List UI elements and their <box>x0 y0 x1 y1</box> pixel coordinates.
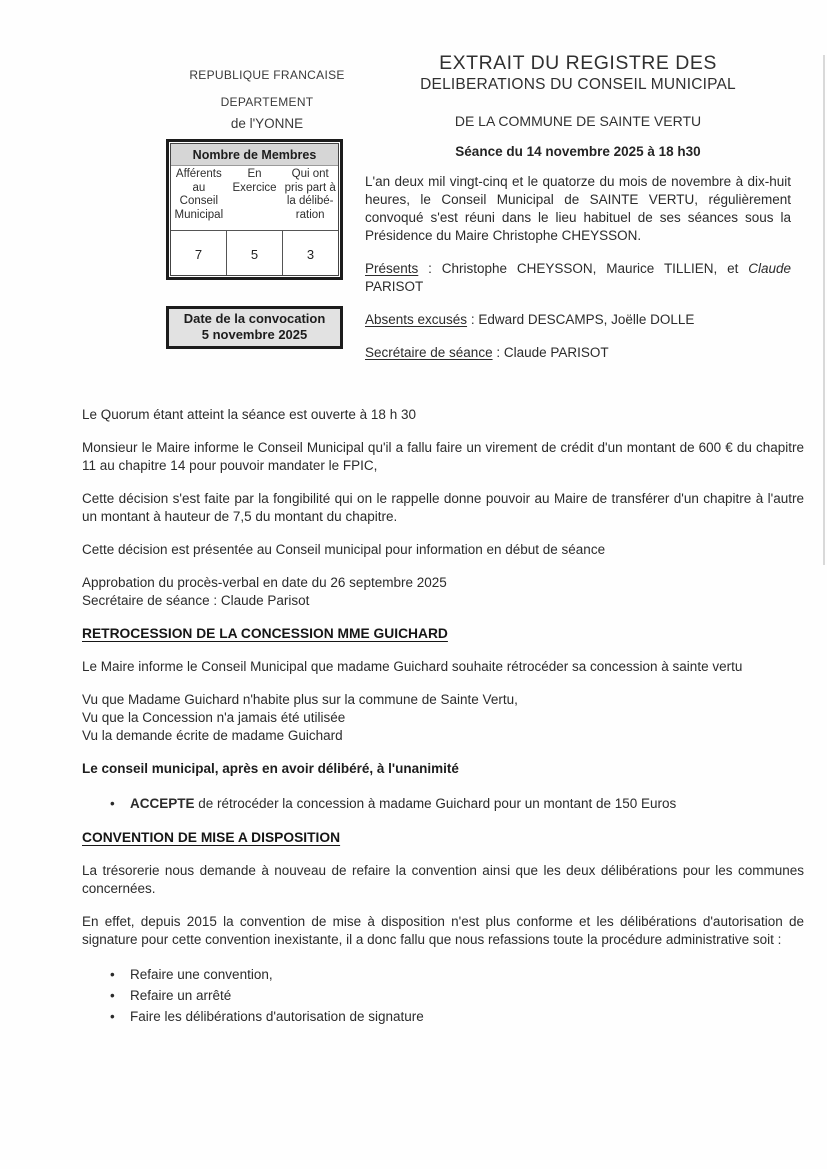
list-item <box>110 793 804 814</box>
convention-bullet-list <box>82 964 804 1027</box>
header-right-column <box>365 52 791 362</box>
members-col-pris-part: Qui ont pris part à la délibé-ration <box>284 168 336 221</box>
approbation-line: Approbation du procès-verbal en date du 26 septembre 2025 <box>82 575 447 590</box>
convocation-label: Date de la convocation <box>183 311 326 326</box>
absents-line <box>365 311 791 329</box>
members-count-table <box>166 139 343 280</box>
list-item <box>110 964 804 985</box>
deliberation-line: Le conseil municipal, après en avoir délibéré, à l'unanimité <box>82 761 459 776</box>
presents-separator: : <box>418 261 442 276</box>
secretaire-name: : Claude PARISOT <box>492 345 609 360</box>
document-title-line2: DELIBERATIONS DU CONSEIL MUNICIPAL <box>420 76 736 93</box>
information-paragraph: Cette décision est présentée au Conseil municipal pour information en début de séance <box>82 542 606 557</box>
section-heading-retrocession: RETROCESSION DE LA CONCESSION MME GUICHARD <box>82 626 448 641</box>
bullet-icon: • <box>110 967 115 982</box>
presents-name-italic: Claude <box>748 261 791 276</box>
convention-detail-paragraph: En effet, depuis 2015 la convention de mise à disposition n'est plus conforme et les délibérations d'autorisation de signature pour cette convention inexistante, il a donc fallu que nous refassions toute la procédure administrative soit : <box>82 914 804 947</box>
convocation-date-box <box>166 306 343 349</box>
bullet-icon: • <box>110 796 115 811</box>
members-table-title: Nombre de Membres <box>171 144 338 166</box>
members-value-exercice: 5 <box>226 231 282 275</box>
commune-title: DE LA COMMUNE DE SAINTE VERTU <box>454 113 702 129</box>
yonne-label: de l'YONNE <box>230 116 304 131</box>
list-item <box>110 1006 804 1027</box>
presents-name-after: PARISOT <box>365 279 424 294</box>
convention-bullet-3: Faire les délibérations d'autorisation de signature <box>130 1009 424 1024</box>
absents-label: Absents excusés <box>365 312 468 327</box>
list-item <box>110 985 804 1006</box>
departement-label: DEPARTEMENT <box>220 95 314 109</box>
members-count-table-inner <box>170 143 339 276</box>
accepte-text: de rétrocéder la concession à madame Guichard pour un montant de 150 Euros <box>194 796 677 811</box>
convention-bullet-2: Refaire un arrêté <box>130 988 232 1003</box>
retrocession-bullet-list <box>82 793 804 814</box>
absents-names: : Edward DESCAMPS, Joëlle DOLLE <box>467 312 695 327</box>
document-body <box>82 406 804 1042</box>
members-table-value-row <box>171 231 338 275</box>
accepte-keyword: ACCEPTE <box>130 796 195 811</box>
members-col-exercice: En Exercice <box>232 168 277 194</box>
session-intro-paragraph: L'an deux mil vingt-cinq et le quatorze du mois de novembre à dix-huit heures, le Conseil Municipal de SAINTE VERTU, régulièrement convoqué s'est réuni dans le lieu habituel de ses séances sous la Présidence du Maire Christophe CHEYSSON. <box>365 174 791 243</box>
seance-date-line: Séance du 14 novembre 2025 à 18 h30 <box>455 144 701 159</box>
secretaire-seance-line: Secrétaire de séance : Claude Parisot <box>82 593 310 608</box>
document-header <box>0 0 827 400</box>
bullet-icon: • <box>110 988 115 1003</box>
convention-bullet-1: Refaire une convention, <box>130 967 273 982</box>
document-title-line1: EXTRAIT DU REGISTRE DES <box>439 52 717 74</box>
members-value-pris-part: 3 <box>282 231 338 275</box>
quorum-line: Le Quorum étant atteint la séance est ouverte à 18 h 30 <box>82 407 416 422</box>
vu-line-1: Vu que Madame Guichard n'habite plus sur la commune de Sainte Vertu, <box>82 692 518 707</box>
republique-francaise-label: REPUBLIQUE FRANCAISE <box>189 68 345 82</box>
fongibilite-paragraph: Cette décision s'est faite par la fongibilité qui on le rappelle donne pouvoir au Maire de transférer d'un chapitre à l'autre un montant à hauteur de 7,5 du montant du chapitre. <box>82 491 804 524</box>
members-col-afferents: Afférents au Conseil Municipal <box>174 168 224 221</box>
section-heading-convention: CONVENTION DE MISE A DISPOSITION <box>82 830 341 845</box>
presents-names: Christophe CHEYSSON, Maurice TILLIEN, et <box>441 261 749 276</box>
secretaire-label: Secrétaire de séance <box>365 345 493 360</box>
members-value-afferents: 7 <box>194 247 203 262</box>
retrocession-intro-paragraph: Le Maire informe le Conseil Municipal que madame Guichard souhaite rétrocéder sa concession à sainte vertu <box>82 659 743 674</box>
presents-line <box>365 260 791 296</box>
tresorerie-paragraph: La trésorerie nous demande à nouveau de refaire la convention ainsi que les deux délibérations pour les communes concernées. <box>82 863 804 896</box>
vu-line-2: Vu que la Concession n'a jamais été utilisée <box>82 710 346 725</box>
members-table-header-row <box>171 166 338 231</box>
secretaire-line <box>365 344 791 362</box>
virement-paragraph: Monsieur le Maire informe le Conseil Municipal qu'il a fallu faire un virement de crédit d'un montant de 600 € du chapitre 11 au chapitre 14 pour pouvoir mandater le FPIC, <box>82 440 804 473</box>
convocation-date: 5 novembre 2025 <box>201 327 308 342</box>
bullet-icon: • <box>110 1009 115 1024</box>
vu-line-3: Vu la demande écrite de madame Guichard <box>82 728 343 743</box>
republic-header-block <box>157 66 377 133</box>
presents-label: Présents <box>365 261 419 276</box>
